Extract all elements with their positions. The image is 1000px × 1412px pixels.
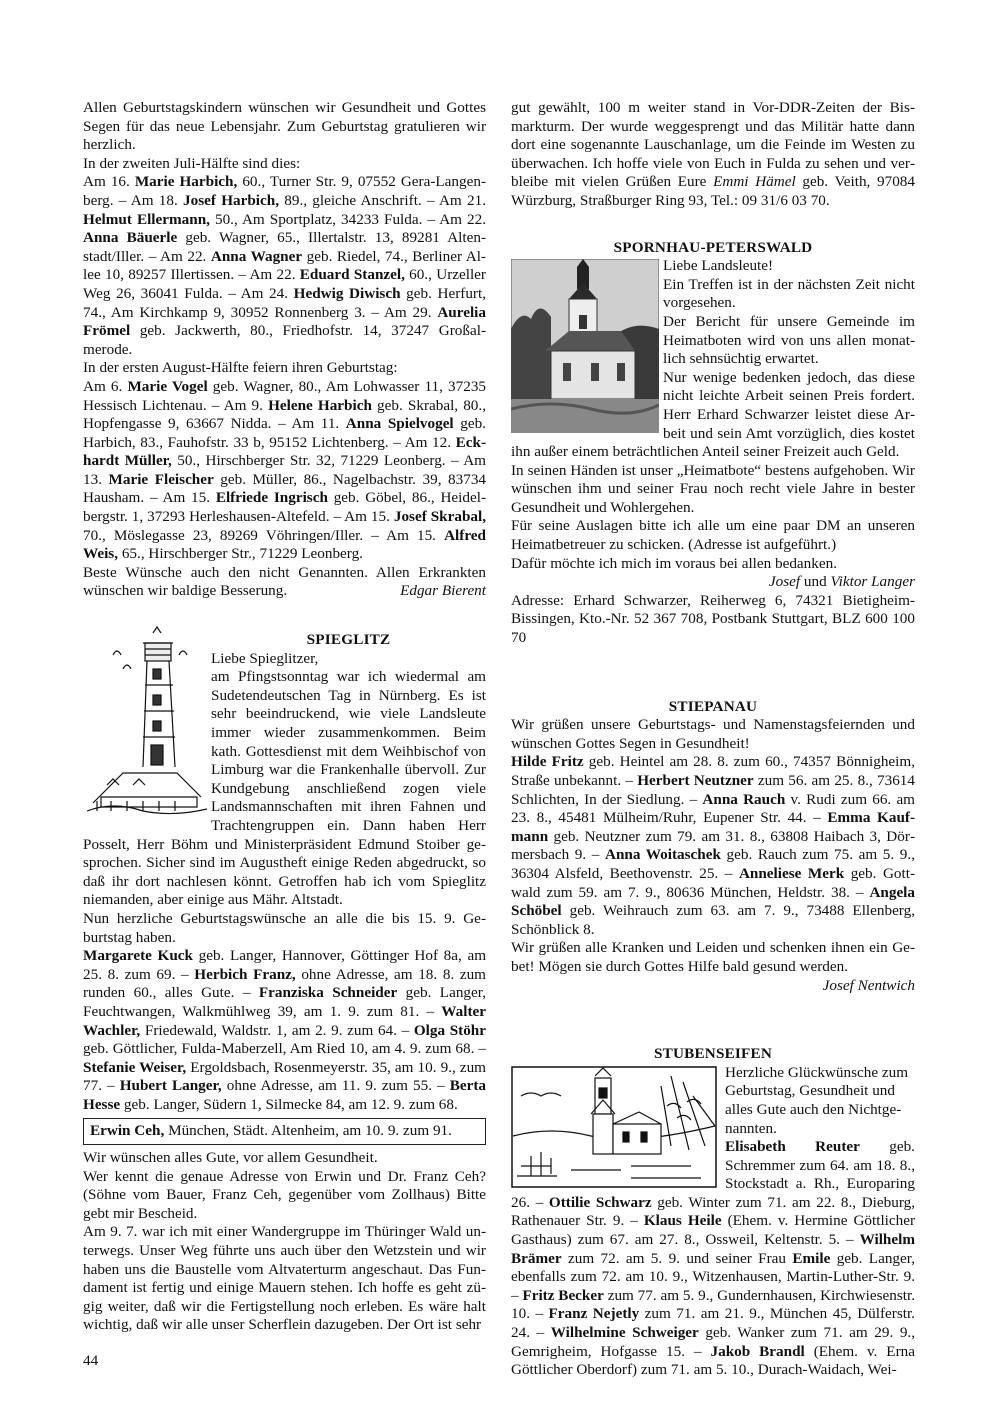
text-run: (Ehem. v. Erna Göttlicher Oberdorf) zum 71. am 5. 10., Durach-Waidach, Wei- <box>511 1342 915 1379</box>
highlight-details: München, Städt. Altenheim, am 10. 9. zum 91. <box>164 1122 452 1140</box>
text-run: zum 56. am 25. 8., 73614 Schlichten, In der Siedlung. – <box>511 772 915 808</box>
text-run: 65., Hirschberger Str., 71229 Leonberg. <box>118 545 363 563</box>
spornhau-greeting: Liebe Landsleute! <box>663 257 774 275</box>
spieglitz-hike: Am 9. 7. war ich mit einer Wandergruppe im Thüringer Wald unterwegs. Unser Weg führte uns auch über den Wetzstein und wir haben uns die Baustelle vom Altvaterturm angeschaut. Das Fundament ist fertig und einige Mauern stehen. Ich hoffe es geht zügig weiter, daß wir die Fertigstellung noch erleben. Es wäre halt wichtig, daß wir alle unser Scherflein dazugeben. Der Ort ist sehr <box>83 1223 486 1334</box>
text-run: geb. Winter zum 71. am 22. 8., Dieburg, Rathenauer Str. 9. – <box>511 1193 916 1230</box>
closing-signature: Edgar Bierent <box>400 582 486 600</box>
page-number: 44 <box>83 1352 99 1369</box>
person-name: Anna Woitaschek <box>605 846 721 864</box>
july-intro: In der zweiten Juli-Hälfte sind dies: <box>83 154 301 172</box>
text-run: (Ehem. v. Hermine Göttlicher Gasthaus) zum 67. am 27. 8., Ossweil, Keltenstr. 5. – <box>511 1212 916 1249</box>
person-name: Elisabeth Reuter <box>725 1138 860 1156</box>
spornhau-signature <box>511 573 915 592</box>
section-title-spornhau: SPORNHAU-PETERSWALD <box>613 238 813 256</box>
person-name: Hedwig Diwisch <box>293 284 401 302</box>
text-run: Friedewald, Waldstr. 1, am 2. 9. zum 64. – <box>140 1021 414 1039</box>
text-run: geb. Skrabal, 80., Hopfengasse 9, 63667 Nidda. – Am 11. <box>83 396 486 433</box>
signature-viktor: Viktor Langer <box>830 573 915 591</box>
text-run: geb. Jackwerth, 80., Friedhofstr. 14, 37247 Großalmerode. <box>83 322 486 358</box>
person-name: Walter Wachler, <box>83 1002 486 1039</box>
person-name: Franziska Schneider <box>258 984 398 1002</box>
spieglitz-greeting: Liebe Spieglitzer, <box>211 649 319 667</box>
text-run: geb. Gottwald zum 59. am 7. 9., 80636 München, Heldstr. 38. – <box>511 864 916 901</box>
person-name: Josef Harbich, <box>183 191 279 209</box>
person-name: Emile <box>792 1249 831 1267</box>
person-name: Anneliese Merk <box>738 864 845 882</box>
stubenseifen-intro: Herzliche Glückwünsche zum Geburtstag, Gesundheit und alles Gute auch den Nichtgenannten. <box>725 1063 909 1137</box>
person-name: Wilhelmine Schweiger <box>550 1324 699 1342</box>
highlight-name: Erwin Ceh, <box>90 1122 165 1140</box>
spieglitz-question: Wer kennt die genaue Adresse von Erwin und Dr. Franz Ceh? (Söhne vom Bauer, Franz Ceh, gegenüber vom Zollhaus) Bitte gebt mir Bescheid. <box>83 1167 486 1222</box>
section-stubenseifen <box>511 1045 915 1380</box>
text-run: Ergoldsbach, Rosenmeyerstr. 35, am 10. 9., zum 77. – <box>83 1058 486 1095</box>
highlight-box <box>83 1118 486 1145</box>
august-intro: In der ersten August-Hälfte feiern ihren Geburtstag: <box>83 359 398 377</box>
spornhau-address: Adresse: Erhard Schwarzer, Reiherweg 6, 74321 Bietigheim-Bissingen, Kto.-Nr. 52 367 708, Postbank Stuttgart, BLZ 600 100 70 <box>511 591 915 647</box>
section-spieglitz <box>83 631 486 1335</box>
person-name: Anna Rauch <box>702 790 786 808</box>
spieglitz-birthday-list <box>83 947 486 1114</box>
section-stiepanau <box>511 698 915 996</box>
person-name: Klaus Heile <box>643 1212 722 1230</box>
spornhau-p6: Dafür möchte ich mich im voraus bei allen bedanken. <box>511 554 837 572</box>
spornhau-p2: Der Bericht für unsere Gemeinde im Heimatboten wird von uns allen monatlich sehnsüchtig erwartet. <box>663 312 915 368</box>
person-name: Anna Bäuerle <box>83 229 178 247</box>
text-run: geb. Wanker zum 71. am 29. 9., Gemrigheim, Hofgasse 15. – <box>511 1324 916 1360</box>
person-name: Anna Wagner <box>210 247 303 265</box>
spornhau-p4: In seinen Händen ist unser „Heimatbote“ bestens aufgehoben. Wir wünschen ihm und seiner Frau noch recht viele Jahre in bester Gesundheit und Wohlergehen. <box>511 461 915 516</box>
stiepanau-intro: Wir grüßen unsere Geburtstags- und Namenstagsfeiernden und wünschen Gottes Segen in Gesundheit! <box>511 716 915 752</box>
text-run: geb. Neutzner zum 79. am 31. 8., 63808 Haibach 3, Dörmersbach 9. – <box>511 827 915 864</box>
closing-paragraph <box>83 564 486 601</box>
text-run: geb. Müller, 86., Nagelbachstr. 39, 83734 Hausham. – Am 15. <box>83 470 487 507</box>
person-name: Olga Stöhr <box>413 1021 486 1039</box>
text-run: geb. Langer, Südern 1, Silmecke 84, am 12. 9. zum 68. <box>120 1095 458 1113</box>
text-run: geb. Veith, 97084 Würzburg, Straßburger Ring 93, Tel.: 09 31/6 03 70. <box>511 173 915 209</box>
village-church-drawing <box>511 1066 717 1194</box>
person-name: Jakob Brandl <box>710 1342 805 1360</box>
person-name: Helmut Ellermann, <box>83 210 210 228</box>
stiepanau-birthday-list <box>511 753 915 939</box>
village-church-illustration <box>511 1066 717 1194</box>
text-run: 60., Urzeller Weg 26, 36041 Fulda. – Am 24. <box>83 266 486 302</box>
right-column <box>511 99 915 1380</box>
tower-drawing <box>83 625 211 819</box>
text-run: zum 77. am 5. 9., Gundernhausen, Kirchwiesenstr. 10. – <box>511 1286 916 1323</box>
person-name: Ottilie Schwarz <box>548 1193 652 1211</box>
person-name: Angela Schöbel <box>511 883 915 920</box>
spieglitz-wishes-intro: Nun herzliche Geburtstagswünsche an alle die bis 15. 9. Geburtstag haben. <box>83 909 486 946</box>
person-name: Helene Harbich <box>268 396 372 414</box>
text-run: geb. Langer, ebenfalls zum 72. am 10. 9., Witzenhausen, Martin-Luther-Str. 9. – <box>511 1249 915 1304</box>
person-name: Elfriede Ingrisch <box>215 489 328 507</box>
section-spornhau <box>511 239 915 648</box>
spornhau-p3: Nur wenige bedenken jedoch, das diese nicht leichte Arbeit seinen Preis fordert. Herr Erhard Schwarzer leistet diese Arbeit und sein Amt vorzüglich, dies kostet ihn außer einem beträchtlichen Anteil seiner Freizeit auch Geld. <box>511 368 915 461</box>
text-run: v. Rudi zum 66. am 23. 8., 45481 Mülheim/Ruhr, Eupener Str. 44. – <box>511 790 915 827</box>
text-run: geb. Göbel, 86., Heidelbergstr. 1, 37293 Herleshausen-Altefeld. – Am 15. <box>83 489 486 526</box>
text-run: gut gewählt, 100 m weiter stand in Vor-DDR-Zeiten der Bismarkturm. Der wurde weggesprengt und das Militär hatte dann dort eine sogenannte Lauschanlage, um die Feinde im Westen zu überwachen. Ich hoffe viele von Euch in Fulda zu sehen und verbleibe mit vielen Grüßen Eure <box>511 99 915 191</box>
text-run: ohne Adresse, am 18. 8. zum runden 60., alles Gute. – <box>83 965 486 1002</box>
church-photo-image <box>511 259 659 433</box>
person-name: Anna Spielvogel <box>345 415 454 433</box>
person-name: Marie Fleischer <box>108 470 214 488</box>
spieglitz-body: am Pfingstsonntag war ich wiedermal am Sudetendeutschen Tag in Nürnberg. Es ist sehr beeindruckend, wie viele Landsleute immer wieder zusammenkommen. Beim kath. Gottesdienst mit dem Weihbischof von Limburg war die Frankenhalle übervoll. Zur Kundgebung anschließend zogen viele Landsmannschaften mit ihren Fahnen und Trachtengruppen ein. Dann haben Herr Posselt, Herr Böhm und Ministerpräsident Edmund Stoiber gesprochen. Sicher sind im Augustheft einige Reden abgedruckt, so daß ihr dort nachlesen könnt. Getroffen hab ich vom Spieglitz niemanden, aber einige aus Mähr. Altstadt. <box>83 668 486 909</box>
person-name: Herbich Franz, <box>194 965 296 983</box>
text-run: Am 16. <box>83 173 135 191</box>
person-name: Eckhardt Müller, <box>83 433 486 470</box>
person-name: Wilhelm Brämer <box>511 1231 915 1267</box>
emmi-continuation <box>511 99 915 211</box>
text-run: zum 72. am 5. 9. und seiner Frau <box>561 1249 793 1267</box>
signature-josef: Josef <box>768 573 801 591</box>
spieglitz-after-box: Wir wünschen alles Gute, vor allem Gesundheit. <box>83 1149 378 1167</box>
person-name: Aurelia Frömel <box>83 303 486 340</box>
signature-und: und <box>800 573 831 591</box>
person-name: Margarete Kuck <box>83 947 193 965</box>
person-name: Berta Hesse <box>83 1077 486 1113</box>
church-photo <box>511 259 659 433</box>
text-run: geb. Riedel, 74., Berliner Allee 10, 89257 Illertissen. – Am 22. <box>83 247 486 284</box>
text-run: 60., Turner Str. 9, 07552 Gera-Langenberg. – Am 18. <box>83 173 486 209</box>
august-birthday-list <box>83 378 486 564</box>
text-run: geb. Weihrauch zum 63. am 7. 9., 73488 Ellenberg, Schönblick 8. <box>511 902 915 938</box>
person-name: Marie Vogel <box>127 377 208 395</box>
text-run: geb. Rauch zum 75. am 5. 9., 36304 Alsfeld, Beethovenstr. 25. – <box>511 846 915 882</box>
text-run: geb. Schremmer zum 64. am 18. 8., Stockstadt a. Rh., Europaring 26. – <box>511 1138 915 1211</box>
text-run: geb. Wagner, 65., Illertalstr. 13, 89281 Altenstadt/Iller. – Am 22. <box>83 229 486 265</box>
july-birthday-list <box>83 173 486 359</box>
text-run: geb. Herfurt, 74., Am Kirchkamp 9, 30952 Ronnenberg 3. – Am 29. <box>83 284 486 321</box>
text-run: 89., gleiche Anschrift. – Am 21. <box>279 191 486 209</box>
text-run: zum 71. am 21. 9., München 45, Dülferstr. 24. – <box>511 1305 915 1342</box>
section-title-stubenseifen: STUBENSEIFEN <box>653 1045 773 1063</box>
person-name: Stefanie Weiser, <box>83 1058 187 1076</box>
spornhau-p1: Ein Treffen ist in der nächsten Zeit nicht vorgesehen. <box>663 275 915 312</box>
text-run: 70., Möslegasse 23, 89269 Vöhringen/Iller. – Am 15. <box>83 526 445 544</box>
text-run: geb. Heintel am 28. 8. zum 60., 74357 Bönnigheim, Straße unbekannt. – <box>511 753 915 789</box>
text-run: 50., Am Sportplatz, 34233 Fulda. – Am 22. <box>209 210 487 228</box>
section-title-stiepanau: STIEPANAU <box>668 697 758 715</box>
section-title-spieglitz: SPIEGLITZ <box>306 631 391 649</box>
person-name: Hilde Fritz <box>511 753 584 771</box>
closing-text: Beste Wünsche auch den nicht Genannten. Allen Erkrankten wünschen wir baldige Besserung. <box>83 563 486 600</box>
person-name: Franz Nejetly <box>548 1305 640 1323</box>
italic-name: Emmi Hämel <box>713 173 796 191</box>
text-run: geb. Langer, Feuchtwangen, Walkmühlweg 39, am 1. 9. zum 81. – <box>83 984 486 1020</box>
spornhau-p5: Für seine Auslagen bitte ich alle um eine paar DM an unseren Heimatbetreuer zu schicken. (Adresse ist aufgeführt.) <box>511 517 915 554</box>
person-name: Josef Skrabal, <box>393 508 486 526</box>
text-run: ohne Adresse, am 11. 9. zum 55. – <box>221 1077 450 1095</box>
person-name: Alfred Weis, <box>83 526 486 563</box>
person-name: Hubert Langer, <box>119 1077 222 1095</box>
intro-paragraph: Allen Geburtstagskindern wünschen wir Gesundheit und Gottes Segen für das neue Lebensjahr. Zum Geburtstag gratulieren wir herzlich. <box>83 99 486 154</box>
left-column <box>83 99 486 1335</box>
person-name: Emma Kaufmann <box>511 809 916 845</box>
person-name: Marie Harbich, <box>134 173 238 191</box>
stiepanau-signature: Josef Nentwich <box>822 976 915 994</box>
text-run: geb. Harbich, 83., Fauhofstr. 33 b, 95152 Lichtenberg. – Am 12. <box>83 415 486 451</box>
person-name: Fritz Becker <box>522 1286 604 1304</box>
person-name: Herbert Neutzner <box>637 772 754 789</box>
tower-illustration <box>83 625 211 819</box>
person-name: Eduard Stanzel, <box>299 266 405 284</box>
text-run: geb. Langer, Hannover, Göttinger Hof 8a, am 25. 8. zum 69. – <box>83 947 487 983</box>
text-run: geb. Wagner, 80., Am Lohwasser 11, 37235 Hessisch Lichtenau. – Am 9. <box>83 377 487 414</box>
text-run: Am 6. <box>83 377 128 395</box>
text-run: 50., Hirschberger Str. 32, 71229 Leonberg. – Am 13. <box>83 452 486 488</box>
text-run: geb. Göttlicher, Fulda-Maberzell, Am Ried 10, am 4. 9. zum 68. – <box>83 1040 486 1058</box>
stiepanau-closing: Wir grüßen alle Kranken und Leiden und schenken ihnen ein Gebet! Mögen sie durch Gottes Hilfe bald gesund werden. <box>511 939 915 975</box>
